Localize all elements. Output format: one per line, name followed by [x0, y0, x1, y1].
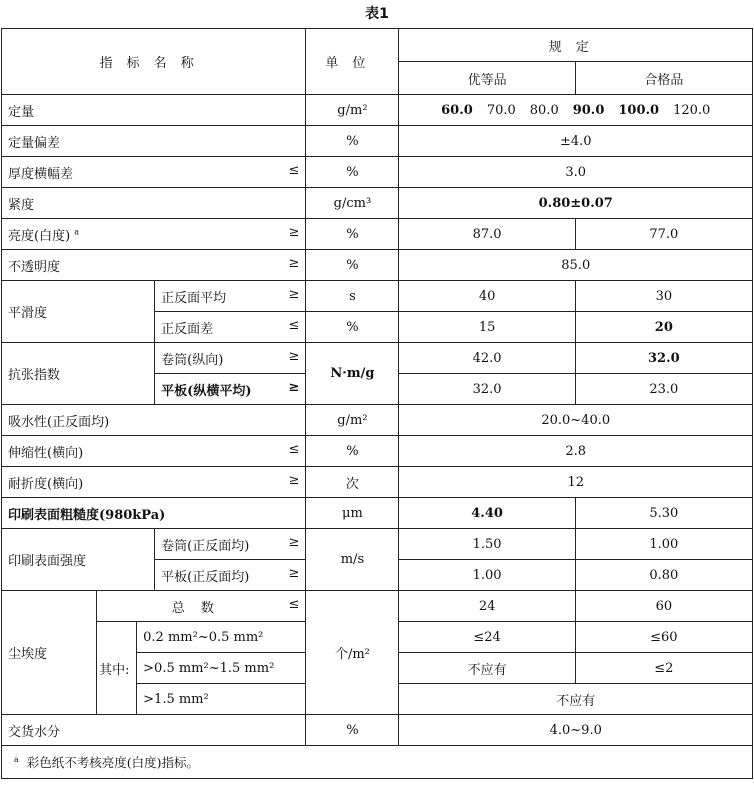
- row-name: 吸水性(正反面均): [2, 405, 306, 436]
- name: 平板(纵横平均): [161, 383, 252, 399]
- name: 耐折度(横向): [8, 476, 84, 492]
- sub-name: >0.5 mm²~1.5 mm²: [137, 653, 306, 684]
- table-row: [2, 405, 753, 436]
- of-which-label: 其中:: [97, 622, 137, 715]
- table-row: [2, 219, 753, 250]
- row-name: 印刷表面粗糙度(980kPa): [2, 498, 306, 529]
- name: 厚度横幅差: [8, 166, 74, 182]
- sub-name: [97, 591, 306, 622]
- row-value: ±4.0: [399, 126, 753, 157]
- name: 正反面平均: [161, 290, 227, 306]
- grade2-value: 5.30: [575, 498, 752, 529]
- header-name: 指标名称: [2, 29, 306, 95]
- row-value: 0.80±0.07: [399, 188, 753, 219]
- sub-name: [155, 343, 306, 374]
- sub-name: [155, 281, 306, 312]
- grade1-value: ≤24: [399, 622, 575, 653]
- operator: ≥: [288, 534, 300, 550]
- header-grade2: 合格品: [575, 62, 752, 95]
- value: 60.0: [441, 102, 473, 118]
- grade2-value: 23.0: [575, 374, 752, 405]
- grade2-value: 77.0: [575, 219, 752, 250]
- operator: ≥: [288, 379, 300, 395]
- name: 正反面差: [161, 321, 214, 337]
- table-title: 表1: [365, 6, 389, 22]
- grade1-value: 40: [399, 281, 575, 312]
- row-unit: N·m/g: [306, 343, 399, 405]
- row-unit: %: [306, 126, 399, 157]
- row-value: 2.8: [399, 436, 753, 467]
- grade1-value: 1.00: [399, 560, 575, 591]
- table-row: [2, 715, 753, 746]
- row-unit: %: [306, 219, 399, 250]
- row-value: 85.0: [399, 250, 753, 281]
- spec-table: [1, 28, 753, 779]
- row-name: 定量偏差: [2, 126, 306, 157]
- row-value: 4.0~9.0: [399, 715, 753, 746]
- operator: ≤: [288, 441, 300, 457]
- grade1-value: 1.50: [399, 529, 575, 560]
- name: 不透明度: [8, 259, 61, 275]
- grade1-value: 15: [399, 312, 575, 343]
- table-row: [2, 529, 753, 560]
- table-row: [2, 436, 753, 467]
- table-row: [2, 157, 753, 188]
- value: 70.0: [486, 102, 516, 118]
- operator: ≤: [288, 596, 300, 612]
- table-row: [2, 343, 753, 374]
- footnote: [2, 746, 753, 779]
- row-unit: %: [306, 436, 399, 467]
- row-value: 3.0: [399, 157, 753, 188]
- row-name: 紧度: [2, 188, 306, 219]
- grade2-value: 0.80: [575, 560, 752, 591]
- row-unit: g/cm³: [306, 188, 399, 219]
- name: 卷筒(纵向): [161, 352, 224, 368]
- table-row: [2, 281, 753, 312]
- grade2-value: ≤60: [575, 622, 752, 653]
- row-name: 印刷表面强度: [2, 529, 155, 591]
- operator: ≥: [288, 255, 300, 271]
- row-name: 尘埃度: [2, 591, 97, 715]
- operator: ≤: [288, 162, 300, 178]
- grade2-value: ≤2: [575, 653, 752, 684]
- header-grade1: 优等品: [399, 62, 575, 95]
- row-unit: %: [306, 715, 399, 746]
- footnote-row: [2, 746, 753, 779]
- row-name: 交货水分: [2, 715, 306, 746]
- table-row: [2, 498, 753, 529]
- operator: ≥: [288, 472, 300, 488]
- name: 总 数: [171, 600, 220, 616]
- row-value: 20.0~40.0: [399, 405, 753, 436]
- sub-name: >1.5 mm²: [137, 684, 306, 715]
- row-name: [2, 219, 306, 250]
- table-row: [2, 188, 753, 219]
- row-name: 平滑度: [2, 281, 155, 343]
- grade2-value: 30: [575, 281, 752, 312]
- row-name: [2, 250, 306, 281]
- sub-name: [155, 560, 306, 591]
- operator: ≥: [288, 286, 300, 302]
- sub-name: 0.2 mm²~0.5 mm²: [137, 622, 306, 653]
- operator: ≤: [288, 317, 300, 333]
- name: 卷筒(正反面均): [161, 538, 250, 554]
- row-unit: %: [306, 157, 399, 188]
- row-name: [2, 467, 306, 498]
- grade2-value: 1.00: [575, 529, 752, 560]
- grade1-value: 4.40: [399, 498, 575, 529]
- table-row: [2, 95, 753, 126]
- row-name: 定量: [2, 95, 306, 126]
- row-name: [2, 436, 306, 467]
- row-value: 不应有: [399, 684, 753, 715]
- grade2-value: 32.0: [575, 343, 752, 374]
- grade1-value: 32.0: [399, 374, 575, 405]
- operator: ≥: [288, 348, 300, 364]
- grade1-value: 42.0: [399, 343, 575, 374]
- sub-name: [155, 312, 306, 343]
- sub-name: [155, 529, 306, 560]
- grade1-value: 不应有: [399, 653, 575, 684]
- footnote-mark: a: [14, 754, 19, 764]
- value: 100.0: [618, 102, 660, 118]
- grade2-value: 60: [575, 591, 752, 622]
- value: 90.0: [572, 102, 605, 118]
- grade2-value: 20: [575, 312, 752, 343]
- sub-name: [155, 374, 306, 405]
- row-unit: μm: [306, 498, 399, 529]
- row-unit: %: [306, 312, 399, 343]
- footnote-text: 彩色纸不考核亮度(白度)指标。: [26, 755, 199, 770]
- grade1-value: 87.0: [399, 219, 575, 250]
- row-unit: m/s: [306, 529, 399, 591]
- name: 平板(正反面均): [161, 569, 250, 585]
- value: 120.0: [673, 102, 711, 118]
- table-row: [2, 467, 753, 498]
- row-unit: g/m²: [306, 405, 399, 436]
- row-name: [2, 157, 306, 188]
- row-name: 抗张指数: [2, 343, 155, 405]
- table-row: [2, 250, 753, 281]
- table-row: [2, 126, 753, 157]
- footnote-mark: a: [74, 227, 80, 237]
- operator: ≥: [288, 224, 300, 240]
- row-unit: g/m²: [306, 95, 399, 126]
- header-spec: 规定: [399, 29, 753, 62]
- row-unit: 次: [306, 467, 399, 498]
- row-unit: 个/m²: [306, 591, 399, 715]
- header-unit: 单位: [306, 29, 399, 95]
- header-row: [2, 29, 753, 62]
- grade1-value: 24: [399, 591, 575, 622]
- row-unit: %: [306, 250, 399, 281]
- row-unit: s: [306, 281, 399, 312]
- name: 伸缩性(横向): [8, 445, 84, 461]
- row-value: 12: [399, 467, 753, 498]
- value: 80.0: [529, 102, 559, 118]
- name: 亮度(白度): [8, 228, 71, 244]
- basis-weight-values: [399, 95, 753, 126]
- operator: ≥: [288, 565, 300, 581]
- table-row: [2, 591, 753, 622]
